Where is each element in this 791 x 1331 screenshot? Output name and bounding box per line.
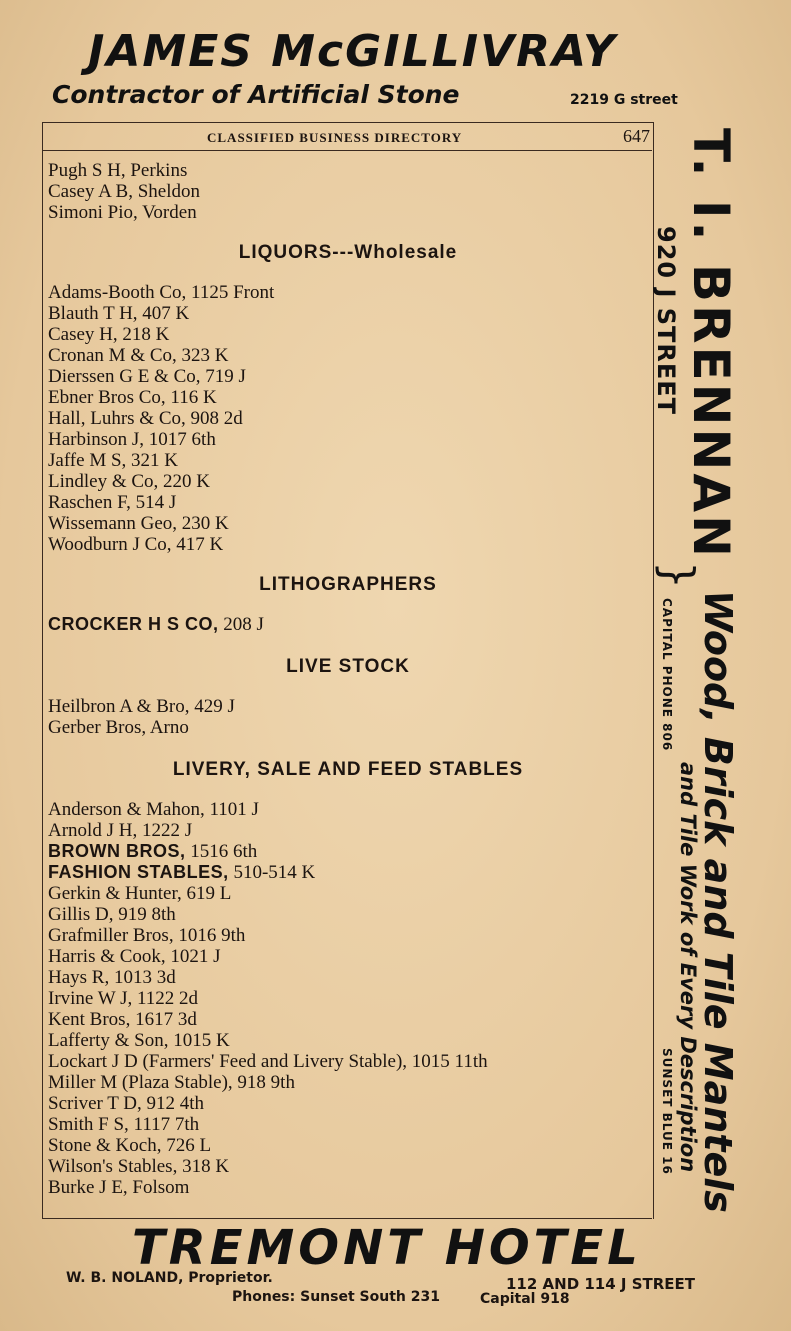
side-ad-mantels: Wood, Brick and Tile Mantels	[696, 590, 740, 1213]
live-stock-list	[48, 696, 648, 738]
list-item	[48, 841, 648, 862]
entry-bold-name: CROCKER H S CO,	[48, 614, 219, 634]
list-item: Harris & Cook, 1021 J	[48, 946, 221, 967]
entry-bold-name: FASHION STABLES,	[48, 862, 229, 882]
liquors-list	[48, 282, 648, 555]
list-item: Ebner Bros Co, 116 K	[48, 387, 217, 408]
side-ad-tile-work: and Tile Work of Every Description	[676, 762, 700, 1173]
list-item: Gerber Bros, Arno	[48, 717, 189, 738]
list-item: Simoni Pio, Vorden	[48, 202, 197, 223]
continued-section	[48, 160, 648, 223]
side-ad-street: 920 J STREET	[652, 226, 680, 416]
list-item: Jaffe M S, 321 K	[48, 450, 179, 471]
hotel-address: 112 AND 114 J STREET	[506, 1275, 696, 1293]
list-item: Gerkin & Hunter, 619 L	[48, 883, 232, 904]
hotel-phones: Phones: Sunset South 231	[232, 1289, 440, 1305]
list-item: Grafmiller Bros, 1016 9th	[48, 925, 246, 946]
advertiser-address: 2219 G street	[570, 92, 678, 108]
section-heading-liquors: LIQUORS---Wholesale	[238, 242, 458, 263]
list-item: Pugh S H, Perkins	[48, 160, 188, 181]
livery-list	[48, 799, 648, 1198]
list-item: Hall, Luhrs & Co, 908 2d	[48, 408, 243, 429]
list-item: Cronan M & Co, 323 K	[48, 345, 229, 366]
side-ad-sunset-phone: SUNSET BLUE 16	[660, 1048, 674, 1175]
list-item: Dierssen G E & Co, 719 J	[48, 366, 246, 387]
list-item: Gillis D, 919 8th	[48, 904, 176, 925]
list-item: Heilbron A & Bro, 429 J	[48, 696, 235, 717]
list-item: Lafferty & Son, 1015 K	[48, 1030, 230, 1051]
list-item	[48, 614, 648, 635]
bottom-advertisement	[0, 1218, 791, 1331]
entry-address: 510-514 K	[228, 862, 316, 883]
entry-address: 1516 6th	[185, 841, 258, 862]
list-item: Miller M (Plaza Stable), 918 9th	[48, 1072, 295, 1093]
side-ad-capital-phone: CAPITAL PHONE 806	[660, 598, 674, 752]
section-heading-livery: LIVERY, SALE AND FEED STABLES	[172, 759, 524, 780]
entry-address: 208 J	[218, 614, 264, 635]
side-ad-name: T. I. BRENNAN	[682, 128, 740, 560]
list-item: Scriver T D, 912 4th	[48, 1093, 205, 1114]
top-advertisement	[0, 0, 791, 120]
list-item: Wilson's Stables, 318 K	[48, 1156, 230, 1177]
advertiser-subtitle: Contractor of Artificial Stone	[52, 80, 460, 109]
list-item: Raschen F, 514 J	[48, 492, 177, 513]
section-heading-lithographers: LITHOGRAPHERS	[259, 574, 437, 595]
hotel-capital-phone: Capital 918	[480, 1291, 570, 1307]
list-item: Anderson & Mahon, 1101 J	[48, 799, 259, 820]
list-item: Kent Bros, 1617 3d	[48, 1009, 197, 1030]
list-item: Burke J E, Folsom	[48, 1177, 190, 1198]
entry-bold-name: BROWN BROS,	[48, 841, 186, 861]
bottom-rule	[42, 1218, 652, 1219]
list-item: Hays R, 1013 3d	[48, 967, 176, 988]
directory-content	[48, 160, 648, 1198]
side-ad-brace: }	[652, 561, 703, 589]
list-item: Lockart J D (Farmers' Feed and Livery Stable), 1015 11th	[48, 1051, 488, 1072]
page-number: 647	[623, 126, 650, 146]
list-item: Smith F S, 1117 7th	[48, 1114, 200, 1135]
list-item: Harbinson J, 1017 6th	[48, 429, 216, 450]
list-item: Stone & Koch, 726 L	[48, 1135, 212, 1156]
hotel-name: TREMONT HOTEL	[132, 1220, 642, 1276]
list-item: Irvine W J, 1122 2d	[48, 988, 199, 1009]
list-item	[48, 862, 648, 883]
page-header	[42, 126, 652, 151]
advertiser-name: JAMES McGILLIVRAY	[88, 26, 617, 77]
hotel-proprietor: W. B. NOLAND, Proprietor.	[66, 1270, 273, 1286]
section-heading-live-stock: LIVE STOCK	[286, 656, 410, 677]
list-item: Blauth T H, 407 K	[48, 303, 190, 324]
list-item: Casey A B, Sheldon	[48, 181, 201, 202]
list-item: Casey H, 218 K	[48, 324, 170, 345]
list-item: Woodburn J Co, 417 K	[48, 534, 224, 555]
list-item: Adams-Booth Co, 1125 Front	[48, 282, 275, 303]
page-title: CLASSIFIED BUSINESS DIRECTORY	[207, 130, 463, 145]
list-item: Arnold J H, 1222 J	[48, 820, 193, 841]
list-item: Wissemann Geo, 230 K	[48, 513, 229, 534]
list-item: Lindley & Co, 220 K	[48, 471, 211, 492]
